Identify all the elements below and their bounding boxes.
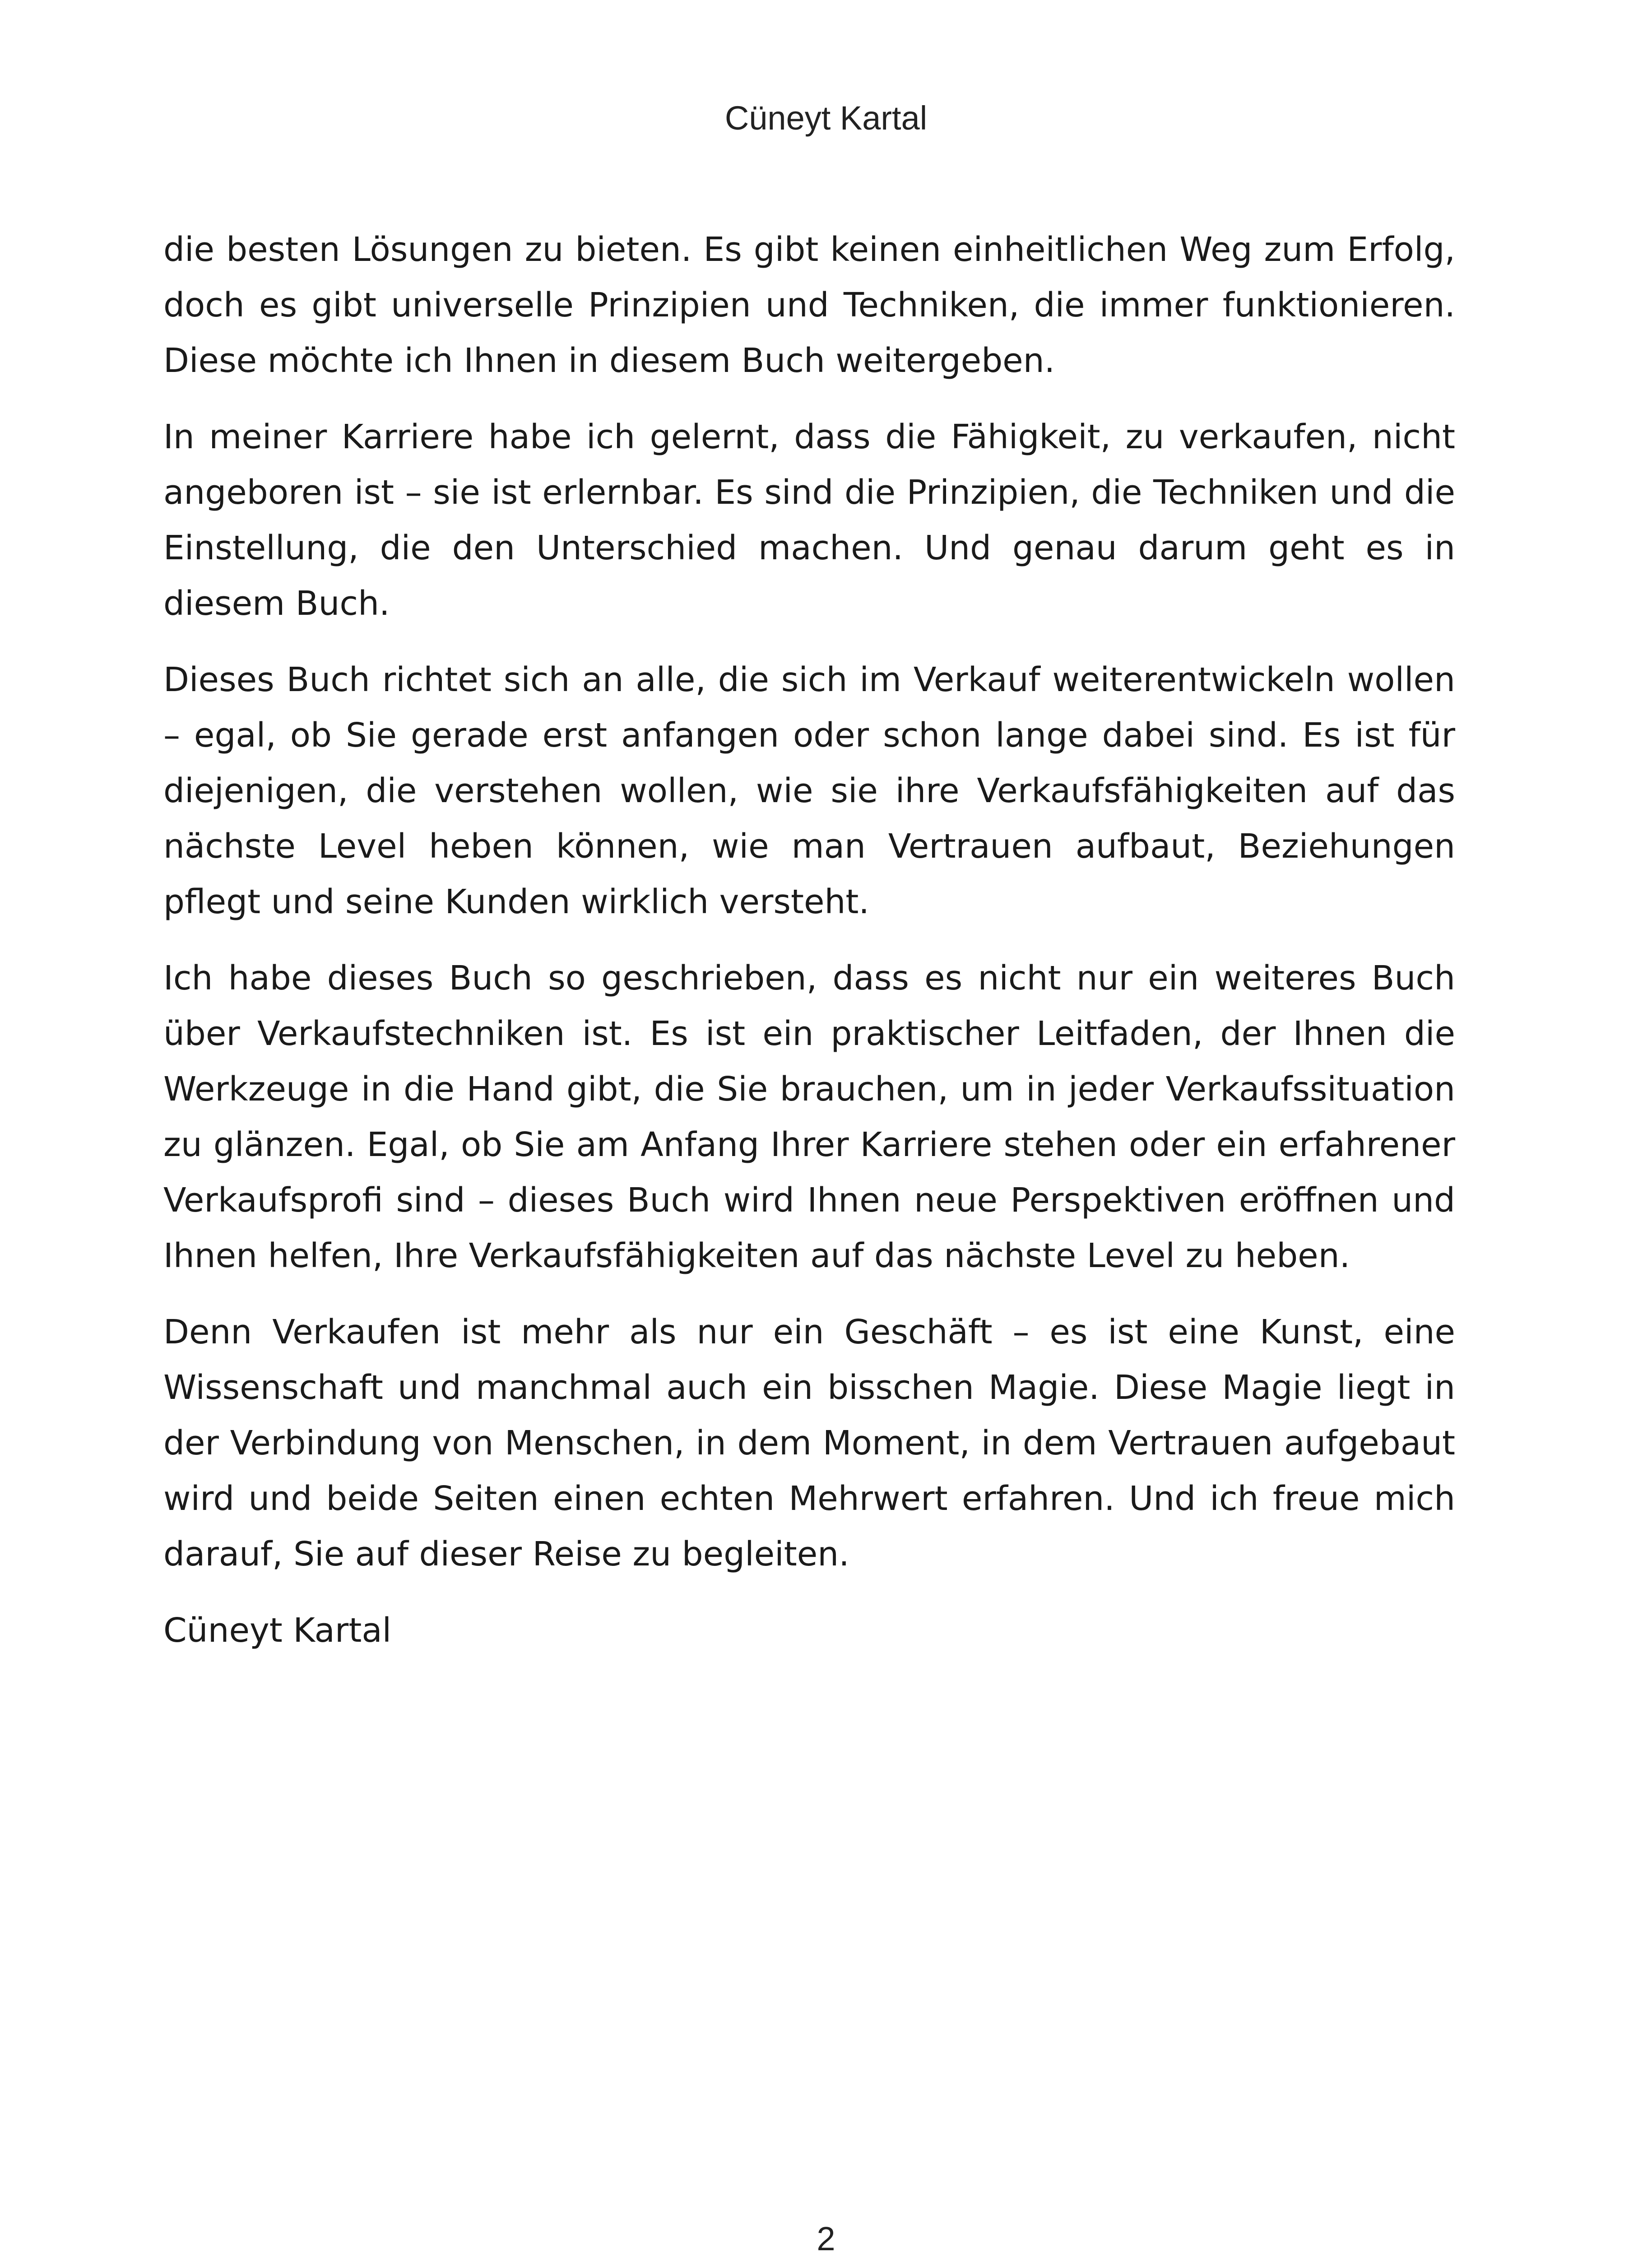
paragraph-2: In meiner Karriere habe ich gelernt, dass die Fähigkeit, zu verkaufen, nicht angeboren ist – sie ist erlernbar. Es sind die Prinzipien, die Techniken und die Einstellung, die den Unterschied machen. Und genau darum geht es in diesem Buch.	[163, 418, 1455, 623]
paragraph-4: Ich habe dieses Buch so geschrieben, dass es nicht nur ein weiteres Buch über Verkaufstechniken ist. Es ist ein praktischer Leitfaden, der Ihnen die Werkzeuge in die Hand gibt, die Sie brauchen, um in jeder Verkaufssituation zu glänzen. Egal, ob Sie am Anfang Ihrer Karriere stehen oder ein erfahrener Verkaufsprofi sind – dieses Buch wird Ihnen neue Perspektiven eröffnen und Ihnen helfen, Ihre Verkaufsfähigkeiten auf das nächste Level zu heben.	[163, 959, 1455, 1275]
paragraph-3: Dieses Buch richtet sich an alle, die sich im Verkauf weiterentwickeln wollen – egal, ob Sie gerade erst anfangen oder schon lange dabei sind. Es ist für diejenigen, die verstehen wollen, wie sie ihre Verkaufsfähigkeiten auf das nächste Level heben können, wie man Vertrauen aufbaut, Beziehungen pflegt und seine Kunden wirklich versteht.	[163, 660, 1455, 921]
signature: Cüneyt Kartal	[163, 1611, 392, 1650]
paragraph-1: die besten Lösungen zu bieten. Es gibt keinen einheitlichen Weg zum Erfolg, doch es gibt universelle Prinzipien und Techniken, die immer funktionieren. Diese möchte ich Ihnen in diesem Buch weitergeben.	[163, 230, 1455, 380]
body-text	[163, 222, 1455, 1679]
paragraph-5: Denn Verkaufen ist mehr als nur ein Geschäft – es ist eine Kunst, eine Wissenschaft und manchmal auch ein bisschen Magie. Diese Magie liegt in der Verbindung von Menschen, in dem Moment, in dem Vertrauen aufgebaut wird und beide Seiten einen echten Mehrwert erfahren. Und ich freue mich darauf, Sie auf dieser Reise zu begleiten.	[163, 1313, 1455, 1574]
running-header-author: Cüneyt Kartal	[724, 99, 928, 137]
page-number: 2	[817, 2220, 835, 2257]
